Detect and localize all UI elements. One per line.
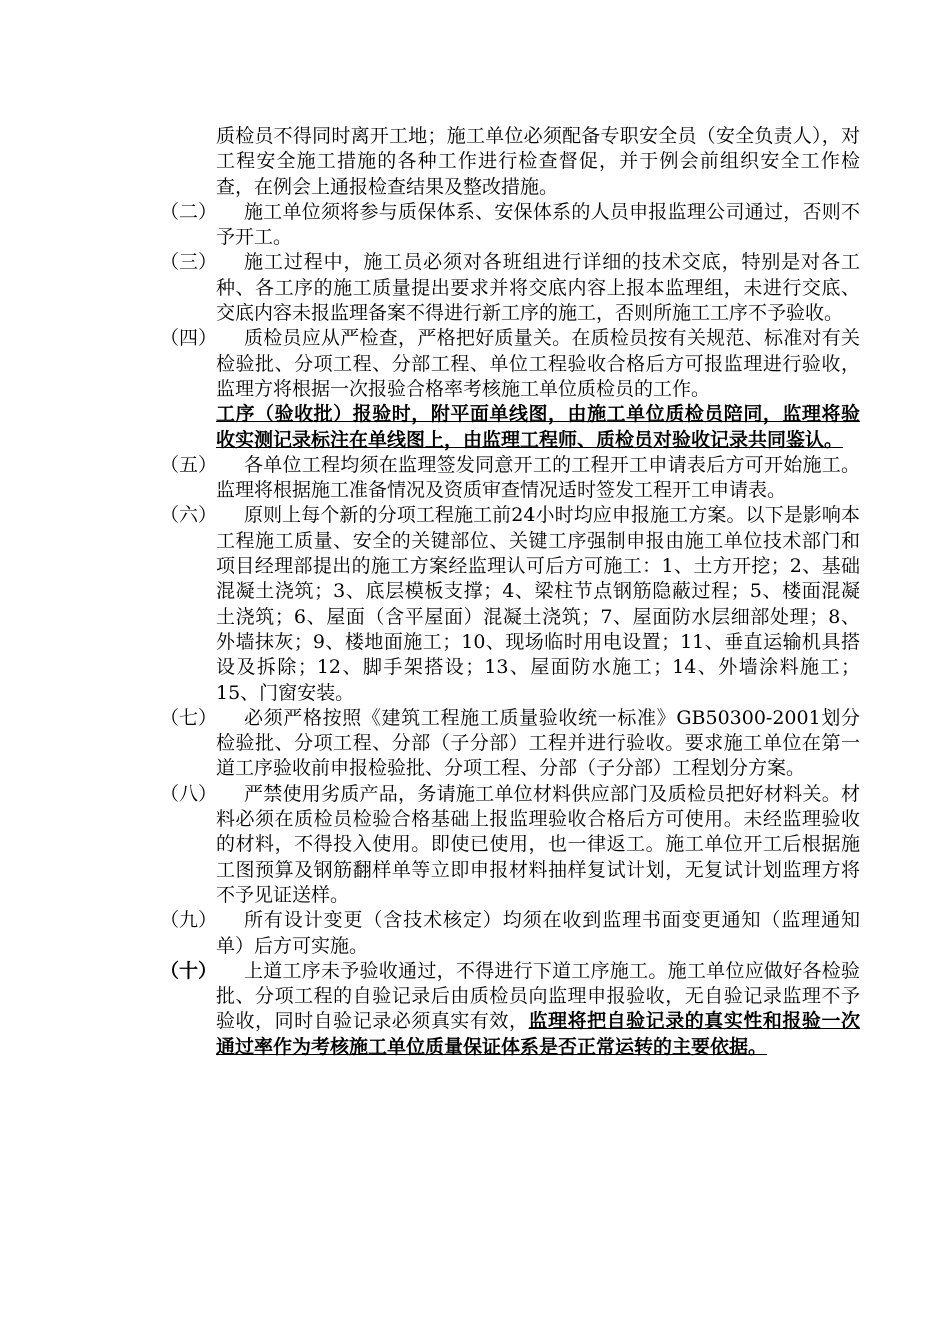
item-emphasis-text: 工序（验收批）报验时，附平面单线图，由施工单位质检员陪同，监理将验收实测记录标注在单线图上，由监理工程师、质检员对验收记录共同鉴认。	[216, 403, 860, 451]
item-text: 施工单位须将参与质保体系、安保体系的人员申报监理公司通过，否则不予开工。	[216, 200, 860, 249]
list-item-6	[160, 503, 860, 705]
item-number: （六）	[160, 504, 218, 527]
list-item-2	[160, 200, 860, 251]
item-number: （四）	[160, 327, 218, 350]
item-number: （七）	[160, 706, 218, 729]
item-text: 原则上每个新的分项工程施工前24小时均应申报施工方案。以下是影响本工程施工质量、安全的关键部位、关键工序强制申报由施工单位技术部门和项目经理部提出的施工方案经监理认可后方可施工：1、土方开挖；2、基础混凝土浇筑；3、底层模板支撑；4、梁柱节点钢筋隐蔽过程；5、楼面混凝土浇筑；6、屋面（含平屋面）混凝土浇筑；7、屋面防水层细部处理；8、外墙抹灰；9、楼地面施工；10、现场临时用电设置；11、垂直运输机具搭设及拆除；12、脚手架搭设；13、屋面防水施工；14、外墙涂料施工；15、门窗安装。	[216, 504, 860, 704]
list-item-4	[160, 326, 860, 452]
item-text: 各单位工程均须在监理签发同意开工的工程开工申请表后方可开始施工。监理将根据施工准备情况及资质审查情况适时签发工程开工申请表。	[216, 453, 860, 502]
item-number: （十）	[160, 959, 218, 982]
item-number: （二）	[160, 200, 218, 223]
list-item-8	[160, 782, 860, 908]
item-number: （五）	[160, 453, 218, 476]
item-number: （八）	[160, 782, 218, 805]
item-text: 必须严格按照《建筑工程施工质量验收统一标准》GB50300-2001划分检验批、分项工程、分部（子分部）工程并进行验收。要求施工单位在第一道工序验收前申报检验批、分项工程、分部（子分部）工程划分方案。	[216, 706, 860, 780]
list-item-9	[160, 908, 860, 959]
item-number: （三）	[160, 251, 218, 274]
item-text-plain: 上道工序未予验收通过，不得进行下道工序施工。施工单位应做好各检验批、分项工程的自验记录后由质检员向监理申报验收，无自验记录监理不予验收，同时自验记录必须真实有效，	[216, 959, 860, 1033]
list-item-10	[160, 959, 860, 1060]
item-text: 质检员应从严检查，严格把好质量关。在质检员按有关规范、标准对有关检验批、分项工程、分部工程、单位工程验收合格后方可报监理进行验收，监理方将根据一次报验合格率考核施工单位质检员的工作。	[216, 327, 860, 400]
list-item-3	[160, 250, 860, 326]
item-number: （九）	[160, 909, 218, 932]
item-text: 所有设计变更（含技术核定）均须在收到监理书面变更通知（监理通知单）后方可实施。	[216, 909, 860, 957]
document-body	[160, 124, 860, 1060]
list-item-7	[160, 706, 860, 782]
item-text: 施工过程中，施工员必须对各班组进行详细的技术交底，特别是对各工种、各工序的施工质量提出要求并将交底内容上报本监理组，未进行交底、交底内容未报监理备案不得进行新工序的施工，否则所施工工序不予验收。	[216, 251, 860, 325]
item-text	[216, 959, 860, 1060]
item-emphasis-text: 监理将把自验记录的真实性和报验一次通过率作为考核施工单位质量保证体系是否正常运转的主要依据。	[216, 1010, 860, 1058]
list-item-5	[160, 453, 860, 504]
intro-paragraph: 质检员不得同时离开工地；施工单位必须配备专职安全员（安全负责人），对工程安全施工措施的各种工作进行检查督促，并于例会前组织安全工作检查，在例会上通报检查结果及整改措施。	[216, 125, 860, 198]
item-text: 严禁使用劣质产品，务请施工单位材料供应部门及质检员把好材料关。材料必须在质检员检验合格基础上报监理验收合格后方可使用。未经监理验收的材料，不得投入使用。即使已使用，也一律返工。施工单位开工后根据施工图预算及钢筋翻样单等立即申报材料抽样复试计划，无复试计划监理方将不予见证送样。	[216, 782, 860, 906]
